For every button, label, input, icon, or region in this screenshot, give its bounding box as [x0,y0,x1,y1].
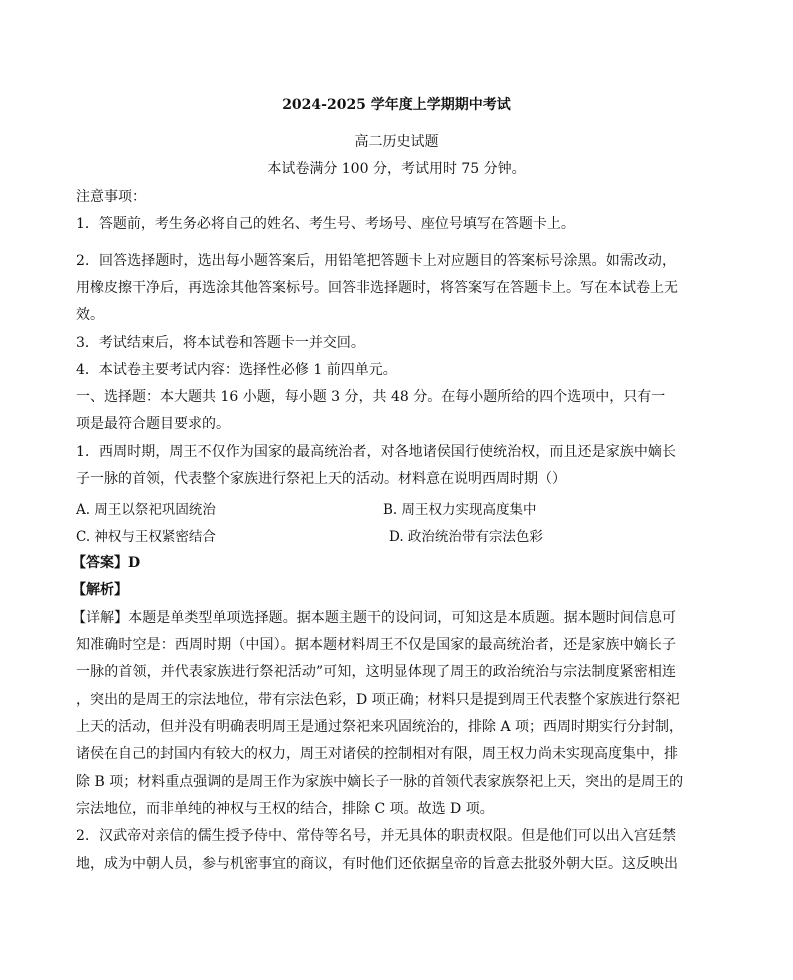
subject-title: 高二历史试题 [354,134,439,150]
detail-line: 诸侯在自己的封国内有较大的权力，周王对诸侯的控制相对有限，周王权力尚未实现高度集中，排 [76,746,678,762]
section-heading: 一、选择题：本大题共 16 小题，每小题 3 分，共 48 分。在每小题所给的四个选项中，只有一 [76,389,666,405]
section-heading-cont: 项是最符合题目要求的。 [76,416,230,432]
detail-line: ，突出的是周王的宗法地位，带有宗法色彩，D 项正确；材料只是提到周王代表整个家族进行祭祀 [76,692,680,708]
note-item: 1．答题前，考生务必将自己的姓名、考生号、考场号、座位号填写在答题卡上。 [76,216,575,232]
note-item: 3．考试结束后，将本试卷和答题卡一并交回。 [76,335,365,351]
option-c: C. 神权与王权紧密结合 [76,529,216,545]
question-2-text: 2．汉武帝对亲信的儒生授予侍中、常侍等名号，并无具体的职责权限。但是他们可以出入宫廷禁 [76,828,676,844]
option-d: D. 政治统治带有宗法色彩 [389,529,543,545]
note-item: 用橡皮擦干净后，再选涂其他答案标号。回答非选择题时，将答案写在答题卡上。写在本试卷上无 [76,280,678,296]
question-2-text: 地，成为中朝人员，参与机密事宜的商议，有时他们还依据皇帝的旨意去批驳外朝大臣。这反映出 [76,856,678,872]
detail-line: 知准确时空是：西周时期（中国）。据本题材料周王不仅是国家的最高统治者，还是家族中嫡长子 [76,637,676,653]
detail-line: 宗法地位，而非单纯的神权与王权的结合，排除 C 项。故选 D 项。 [76,801,494,817]
detail-line: 【详解】本题是单类型单项选择题。据本题主题干的设问词，可知这是本质题。据本题时间信息可 [72,610,676,626]
note-item: 效。 [76,307,104,323]
notes-heading: 注意事项： [76,189,146,205]
detail-line: 上天的活动，但并没有明确表明周王是通过祭祀来巩固统治的，排除 A 项；西周时期实行分封制， [76,719,684,735]
option-b: B. 周王权力实现高度集中 [383,502,537,518]
option-a: A. 周王以祭祀巩固统治 [76,502,216,518]
detail-line: 除 B 项；材料重点强调的是周王作为家族中嫡长子一脉的首领代表家族祭祀上天，突出的是周王的 [76,774,684,790]
question-1-text: 子一脉的首领，代表整个家族进行祭祀上天的活动。材料意在说明西周时期（） [76,471,566,487]
exam-title: 2024-2025 学年度上学期期中考试 [282,97,511,113]
note-item: 2．回答选择题时，选出每小题答案后，用铅笔把答题卡上对应题目的答案标号涂黑。如需改动， [76,253,676,269]
question-1-text: 1．西周时期，周王不仅作为国家的最高统治者，对各地诸侯国行使统治权，而且还是家族中嫡长 [76,444,676,460]
note-item: 4．本试卷主要考试内容：选择性必修 1 前四单元。 [76,362,397,378]
detail-line: 一脉的首领，并代表家族进行祭祀活动”可知，这明显体现了周王的政治统治与宗法制度紧密相连 [76,664,676,680]
analysis-label: 【解析】 [72,582,128,598]
exam-info: 本试卷满分 100 分，考试用时 75 分钟。 [267,161,526,177]
answer-label: 【答案】D [72,555,141,571]
